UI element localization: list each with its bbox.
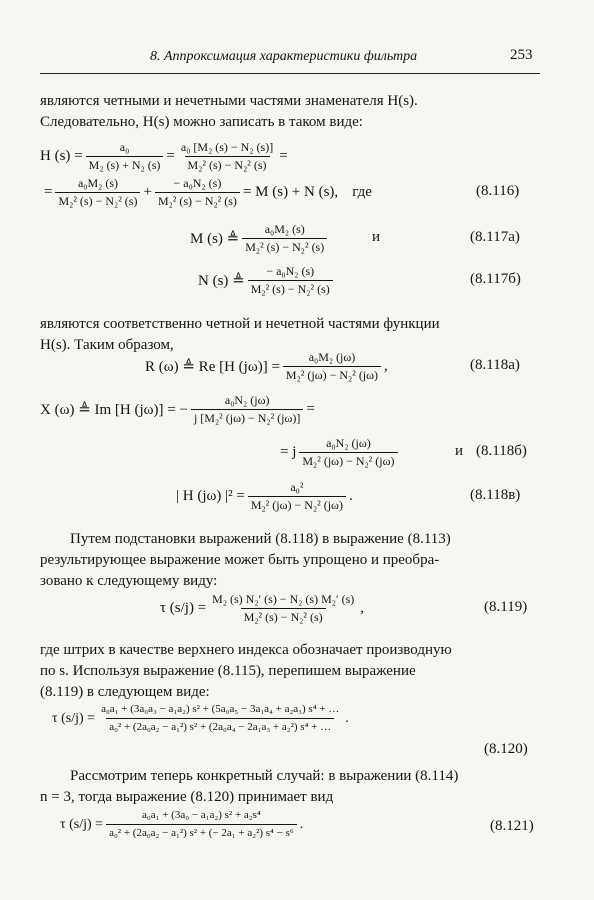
fraction <box>209 592 357 625</box>
paragraph-line: n = 3, тогда выражение (8.120) принимает вид <box>40 789 334 805</box>
paragraph-4 <box>40 640 540 703</box>
where-word: где <box>352 184 372 200</box>
equation-lhs: τ (s/j) = <box>52 710 96 726</box>
equation-n-def <box>198 264 336 297</box>
fraction <box>299 436 397 469</box>
denominator: M₂² (s) − N₂² (s) <box>155 192 240 209</box>
paragraph-line: где штрих в качестве верхнего индекса обозначает производную <box>40 642 452 658</box>
paragraph-line: Путем подстановки выражений (8.118) в выражение (8.113) <box>70 531 451 547</box>
equation-tau-819 <box>160 592 364 625</box>
paragraph-line: Рассмотрим теперь конкретный случай: в выражении (8.114) <box>70 768 459 784</box>
equation-lhs: N (s) ≜ <box>198 273 245 289</box>
paragraph-line: Следовательно, H(s) можно записать в таком виде: <box>40 114 363 130</box>
numerator: − a₀N₂ (s) <box>266 264 315 278</box>
equation-tail: . <box>345 710 349 726</box>
denominator: M₂ (s) + N₂ (s) <box>86 156 164 173</box>
equation-number: (8.120) <box>484 741 528 757</box>
equation-lhs: = j <box>280 444 297 460</box>
page-number: 253 <box>510 47 533 63</box>
numerator: M₂ (s) N₂′ (s) − N₂ (s) M₂′ (s) <box>212 592 355 606</box>
numerator: − a₀N₂ (s) <box>173 176 222 190</box>
fraction <box>98 702 342 735</box>
equation-tail: . <box>348 488 353 504</box>
equation-number: (8.118в) <box>470 487 521 503</box>
fraction <box>248 264 333 297</box>
paragraph-line: зовано к следующему виду: <box>40 573 218 589</box>
equation-m-plus-n <box>44 176 372 209</box>
equation-m-def <box>190 222 330 255</box>
equation-tail: , <box>360 600 364 616</box>
paragraph-line: являются четными и нечетными частями знаменателя H(s). <box>40 93 418 109</box>
plus-sign: + <box>143 184 152 200</box>
denominator: M₂² (s) − N₂² (s) <box>185 156 270 173</box>
fraction <box>191 393 303 426</box>
equation-lhs: τ (s/j) = <box>60 816 104 832</box>
equation-x-omega <box>40 393 315 426</box>
equation-lhs: R (ω) ≜ Re [H (jω)] = <box>145 359 280 375</box>
equation-tau-8120 <box>52 702 349 735</box>
denominator: a₀² + (2a₀a₂ − a₁²) s² + (− 2a₁ + a₂²) s⁴ − s⁶ <box>106 824 297 841</box>
denominator: M₂² (jω) − N₂² (jω) <box>299 452 397 469</box>
equation-tail: , <box>384 358 388 374</box>
equation-lead: = <box>44 184 53 200</box>
equation-lhs: | H (jω) |² = <box>176 488 245 504</box>
paragraph-line: (8.119) в следующем виде: <box>40 684 210 700</box>
paragraph-3 <box>40 529 540 592</box>
equation-tail: = <box>306 401 315 417</box>
equals-sign: = <box>166 148 175 164</box>
equation-r-omega <box>145 350 388 383</box>
fraction <box>248 480 346 513</box>
paragraph-line: по s. Используя выражение (8.115), перепишем выражение <box>40 663 416 679</box>
header-rule <box>40 73 540 74</box>
equation-number: (8.118а) <box>470 357 520 373</box>
equation-x-omega-cont <box>280 436 401 469</box>
conjunction: и <box>372 229 381 245</box>
paragraph-5 <box>40 766 540 808</box>
equation-number: (8.121) <box>490 818 534 834</box>
equation-tail: = <box>279 148 288 164</box>
paragraph-1 <box>40 91 540 133</box>
equation-tail: . <box>299 816 304 832</box>
paragraph-line: H(s). Таким образом, <box>40 337 174 353</box>
numerator: a₀ <box>119 140 130 154</box>
equation-lhs: X (ω) ≜ Im [H (jω)] = − <box>40 402 188 418</box>
denominator: j [M₂² (jω) − N₂² (jω)] <box>191 409 303 426</box>
fraction <box>155 176 240 209</box>
paragraph-line: результирующее выражение может быть упрощено и преобра- <box>40 552 440 568</box>
numerator: a₀ [M₂ (s) − N₂ (s)] <box>180 140 274 154</box>
numerator: a₀M₂ (s) <box>77 176 118 190</box>
equation-lhs: H (s) = <box>40 148 83 164</box>
running-header-title: 8. Аппроксимация характеристики фильтра <box>150 49 418 64</box>
equation-number: (8.116) <box>476 183 520 199</box>
denominator: M₂² (s) − N₂² (s) <box>55 192 140 209</box>
numerator: a₀M₂ (jω) <box>308 350 356 364</box>
conjunction: и <box>455 443 464 459</box>
equation-tail: = M (s) + N (s), <box>242 184 339 200</box>
numerator: a₀M₂ (s) <box>264 222 305 236</box>
equation-number: (8.117б) <box>470 271 521 287</box>
denominator: M₂² (s) − N₂² (s) <box>242 238 327 255</box>
denominator: M₂² (jω) − N₂² (jω) <box>248 496 346 513</box>
fraction <box>106 808 297 841</box>
fraction <box>283 350 381 383</box>
denominator: M₂² (s) − N₂² (s) <box>248 280 333 297</box>
equation-magnitude <box>176 480 353 513</box>
numerator: a₀² <box>290 480 304 494</box>
equation-tau-8121 <box>60 808 303 841</box>
paragraph-line: являются соответственно четной и нечетной частями функции <box>40 316 440 332</box>
denominator: M₂² (s) − N₂² (s) <box>241 608 326 625</box>
equation-number: (8.118б) <box>476 443 527 459</box>
numerator: a₀a₁ + (3a₀a₃ − a₁a₂) s² + (5a₀a₅ − 3a₁a₄ + a₂a₃) s⁴ + … <box>101 703 340 715</box>
fraction <box>242 222 327 255</box>
numerator: a₀a₁ + (3a₀ − a₁a₂) s² + a₂s⁴ <box>142 809 261 821</box>
denominator: M₂² (jω) − N₂² (jω) <box>283 366 381 383</box>
fraction <box>86 140 164 173</box>
denominator: a₀² + (2a₀a₂ − a₁²) s² + (2a₀a₄ − 2a₁a₃ + a₂²) s⁴ + … <box>106 718 334 735</box>
equation-h-s <box>40 140 288 173</box>
equation-number: (8.117а) <box>470 229 520 245</box>
equation-lhs: τ (s/j) = <box>160 600 207 616</box>
equation-lhs: M (s) ≜ <box>190 231 240 247</box>
numerator: a₀N₂ (jω) <box>224 393 270 407</box>
equation-number: (8.119) <box>484 599 528 615</box>
numerator: a₀N₂ (jω) <box>326 436 371 450</box>
fraction <box>55 176 140 209</box>
fraction <box>178 140 276 173</box>
